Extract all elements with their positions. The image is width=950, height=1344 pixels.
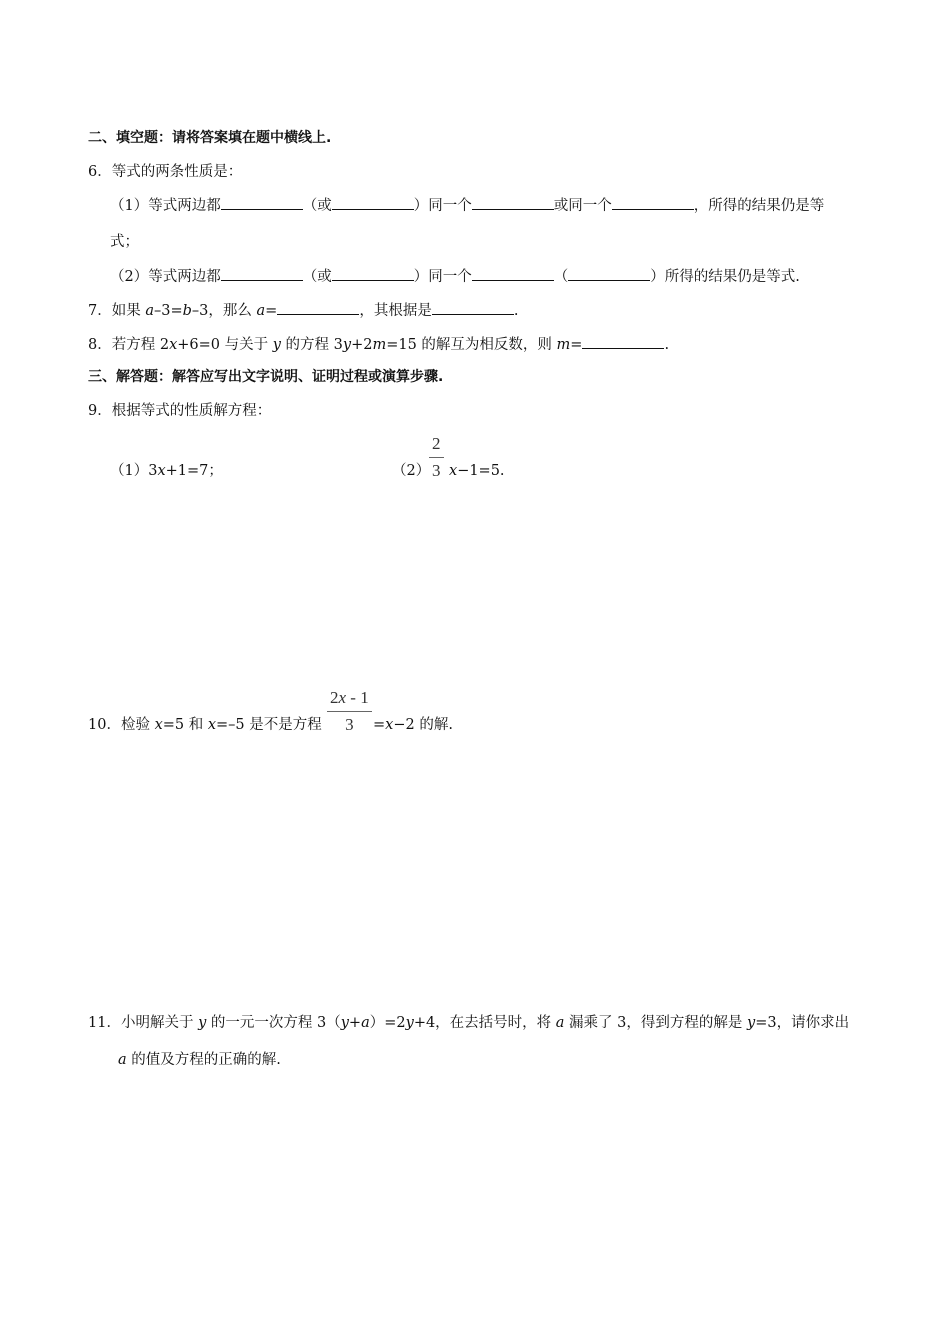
q6-part2: [110, 266, 800, 287]
answer-blank[interactable]: [472, 195, 554, 210]
q10: [88, 715, 322, 735]
section2-heading: 二、填空题：请将答案填在题中横线上.: [88, 130, 332, 146]
q6-stem: 6．等式的两条性质是：: [88, 164, 243, 180]
q10-text-a: 10．检验: [88, 717, 155, 733]
q9-frac-numerator: 2: [432, 434, 441, 453]
q8-text-e: 的方程 3: [280, 337, 343, 353]
q10-text-f: =: [373, 717, 386, 733]
q9-part2-rest: [449, 461, 505, 481]
q7-text-e: –3，那么: [191, 303, 257, 319]
q9-part2-label: （2）: [392, 463, 431, 479]
answer-blank[interactable]: [277, 300, 359, 315]
q8-text-l: .: [664, 337, 670, 353]
q11-var-y: y: [198, 1015, 207, 1031]
q11-text-i: +4，在去括号时，将: [413, 1015, 556, 1031]
q7-text-a: 7．如果: [88, 303, 146, 319]
q7: [88, 300, 518, 321]
answer-blank[interactable]: [221, 195, 303, 210]
q8-text-k: =: [570, 337, 583, 353]
q10-fraction: [327, 688, 372, 735]
q8-text-g: +2: [351, 337, 373, 353]
q10-frac-denominator: 3: [345, 715, 354, 734]
q10-frac-numerator: [327, 688, 372, 708]
q8-var-y2: y: [342, 337, 352, 353]
q11-text-k: 漏乘了 3，得到方程的解是: [564, 1015, 748, 1031]
answer-blank[interactable]: [332, 195, 414, 210]
q6p2-text-d: （: [553, 269, 569, 285]
q9-stem: 9．根据等式的性质解方程：: [88, 403, 272, 419]
q9p2-text-c: −1=5.: [457, 463, 505, 479]
q9p1-text-a: （1）3: [110, 463, 158, 479]
answer-blank[interactable]: [568, 266, 650, 281]
q10-var-x2: x: [207, 717, 217, 733]
q6p1-text-e: ，所得的结果仍是等: [693, 198, 825, 214]
q11-text-g: ）=2: [369, 1015, 406, 1031]
answer-blank[interactable]: [221, 266, 303, 281]
q6p2-text-c: ）同一个: [413, 269, 472, 285]
q10-num-minus1: - 1: [346, 688, 369, 707]
q11-line2: [118, 1050, 281, 1070]
q11-text-o: 的值及方程的正确的解.: [126, 1052, 281, 1068]
q7-text-i: .: [513, 303, 519, 319]
q6p1-text-a: （1）等式两边都: [110, 198, 221, 214]
q11-var-y4: y: [747, 1015, 756, 1031]
q9-fraction: [429, 434, 444, 481]
q8-var-m2: m: [556, 337, 571, 353]
q6-part1-line1: [110, 195, 824, 216]
q9p2-var-x: x: [449, 463, 458, 479]
answer-blank[interactable]: [472, 266, 554, 281]
q11-text-c: 的一元一次方程 3（: [206, 1015, 341, 1031]
answer-blank[interactable]: [582, 334, 664, 349]
q6p2-text-a: （2）等式两边都: [110, 269, 221, 285]
q8-var-y: y: [272, 337, 281, 353]
q6p1-text-d: 或同一个: [553, 198, 612, 214]
q8-text-i: =15 的解互为相反数，则: [386, 337, 557, 353]
q11-line1: [88, 1013, 849, 1033]
answer-blank[interactable]: [432, 300, 514, 315]
q11-var-a2: a: [555, 1015, 565, 1031]
q10-num-2: 2: [330, 688, 339, 707]
q6p1-text-c: ）同一个: [413, 198, 472, 214]
q11-var-y2: y: [340, 1015, 349, 1031]
q11-text-e: +: [348, 1015, 362, 1031]
q10-text-h: −2 的解.: [393, 717, 453, 733]
fraction-bar: [327, 711, 372, 712]
q10-rest: [373, 715, 453, 735]
q6p2-text-b: （或: [302, 269, 332, 285]
q10-num-x: x: [338, 688, 347, 707]
q10-var-x: x: [154, 717, 163, 733]
q7-text-h: ，其根据是: [359, 303, 432, 319]
q7-text-c: –3=: [154, 303, 183, 319]
q8-var-x: x: [169, 337, 178, 353]
q11-var-a: a: [361, 1015, 370, 1031]
q8-text-c: +6=0 与关于: [177, 337, 273, 353]
q8-text-a: 8．若方程 2: [88, 337, 170, 353]
section3-heading: 三、解答题：解答应写出文字说明、证明过程或演算步骤.: [88, 369, 444, 385]
q6p2-text-e: ）所得的结果仍是等式.: [650, 269, 800, 285]
q6p1-text-f: 式；: [110, 234, 139, 250]
q9p1-text-c: +1=7；: [165, 463, 223, 479]
q10-text-e: =–5 是不是方程: [216, 717, 322, 733]
q11-var-y3: y: [405, 1015, 414, 1031]
q7-text-g: =: [265, 303, 278, 319]
q7-var-a: a: [145, 303, 154, 319]
q8: [88, 334, 669, 355]
answer-blank[interactable]: [612, 195, 694, 210]
q8-var-m: m: [372, 337, 387, 353]
q11-var-a3: a: [118, 1052, 127, 1068]
q6p1-text-b: （或: [302, 198, 332, 214]
q10-text-c: =5 和: [162, 717, 208, 733]
q10-var-x3: x: [385, 717, 394, 733]
q7-var-b: b: [182, 303, 192, 319]
q9-part1: [110, 461, 223, 481]
answer-blank[interactable]: [332, 266, 414, 281]
q7-var-a2: a: [256, 303, 266, 319]
q11-text-a: 11．小明解关于: [88, 1015, 199, 1031]
q9p1-var-x: x: [157, 463, 166, 479]
q9-frac-denominator: 3: [432, 461, 441, 480]
fraction-bar: [429, 457, 444, 458]
q11-text-m: =3，请你求出: [755, 1015, 850, 1031]
